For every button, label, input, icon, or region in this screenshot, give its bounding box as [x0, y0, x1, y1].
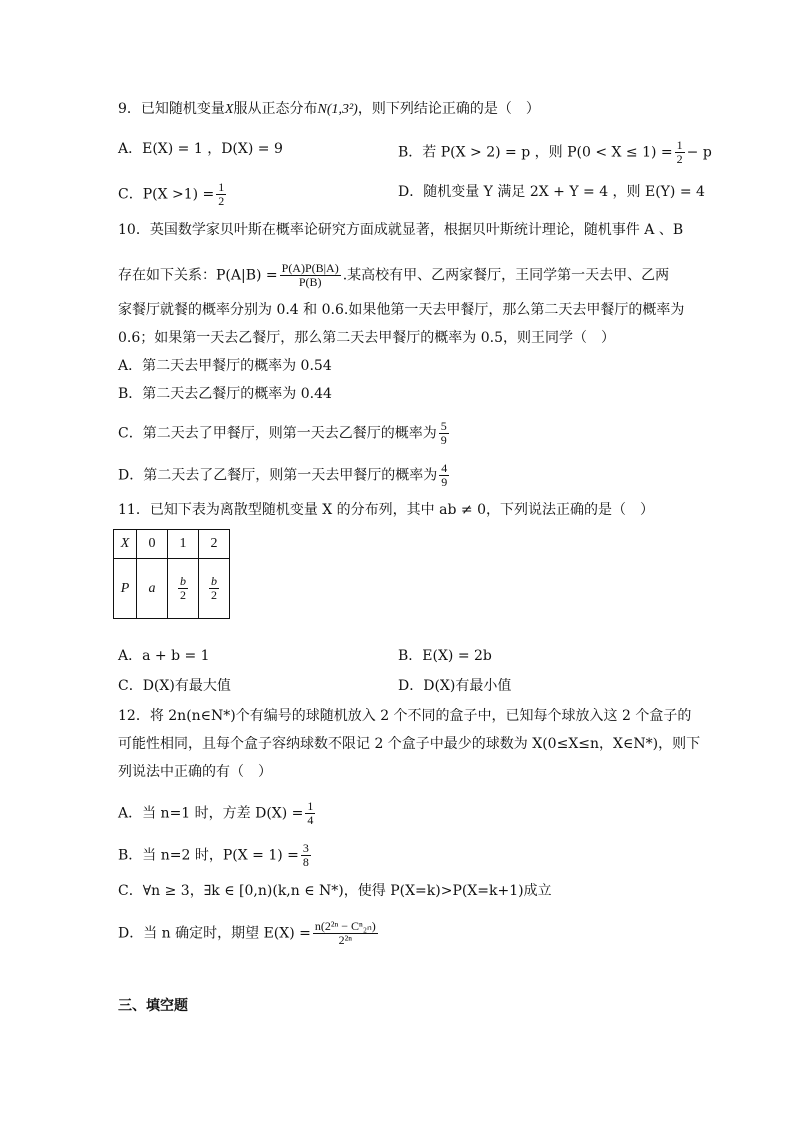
section-heading: 三、填空题: [118, 998, 188, 1014]
q12-option-c: C．∀n ≥ 3，∃k ∈ [0,n)(k,n ∈ N*)，使得 P(X=k)>P(X=k+1)成立: [118, 883, 552, 899]
q9-option-b: B．若 P(X > 2) = p ，则 P(0 < X ≤ 1) = $\frac{1}{2}$ − p: [398, 138, 712, 166]
q12-line3: 列说法中正确的有（ ）: [118, 764, 272, 780]
q9-option-c: C．P(X >1) = $\frac{1}{2}$: [118, 180, 225, 208]
q10-option-d: D．第二天去了乙餐厅，则第一天去甲餐厅的概率为 $\frac{4}{9}$: [118, 461, 448, 489]
q12-b-fraction: $\frac{3}{8}$: [302, 841, 309, 869]
q12-d-fraction: $\frac{\text{n(2²ⁿ − Cⁿ₂ₙ)}}{\text{2²ⁿ}}$: [314, 919, 376, 947]
q10-line3: 家餐厅就餐的概率分别为 0.4 和 0.6.如果他第一天去甲餐厅，那么第二天去甲餐厅的概率为: [118, 302, 685, 318]
table-cell: a: [137, 559, 168, 619]
q10-line4: 0.6；如果第一天去乙餐厅，那么第二天去甲餐厅的概率为 0.5，则王同学（ ）: [118, 330, 615, 346]
q10-line1: 10．英国数学家贝叶斯在概率论研究方面成就显著，根据贝叶斯统计理论，随机事件 A 、B: [118, 222, 684, 238]
q9-b-fraction: $\frac{1}{2}$: [676, 138, 683, 166]
table-cell: 1: [168, 530, 199, 559]
table-cell: X: [114, 530, 137, 559]
q10-option-a: A．第二天去甲餐厅的概率为 0.54: [118, 358, 332, 374]
table-cell: $\frac{b}{2}$: [199, 559, 230, 619]
q9-option-d: D．随机变量 Y 满足 2X + Y = 4 ，则 E(Y) = 4: [398, 184, 705, 200]
table-cell: 0: [137, 530, 168, 559]
distribution-table: [113, 529, 230, 619]
q12-option-a: A．当 n=1 时，方差 D(X) = $\frac{1}{4}$: [118, 799, 314, 827]
q12-line1: 12．将 2n(n∈N*)个有编号的球随机放入 2 个不同的盒子中，已知每个球放入这 2 个盒子的: [118, 708, 692, 724]
q11-option-d: D．D(X)有最小值: [398, 678, 512, 694]
table-cell: 2: [199, 530, 230, 559]
q10-line2: 存在如下关系：P(A|B) = $\frac{P(A)P(B|A)}{P(B)}$ .某高校有甲、乙两家餐厅，王同学第一天去甲、乙两: [118, 261, 670, 289]
q11-option-a: A．a + b = 1: [118, 648, 210, 664]
q11-option-c: C．D(X)有最大值: [118, 678, 231, 694]
table-cell: P: [114, 559, 137, 619]
q12-line2: 可能性相同，且每个盒子容纳球数不限记 2 个盒子中最少的球数为 X(0≤X≤n，X∈N*)，则下: [118, 736, 701, 752]
table-cell: $\frac{b}{2}$: [168, 559, 199, 619]
q12-option-d: D．当 n 确定时，期望 E(X) = $\frac{\text{n(2²ⁿ − Cⁿ₂ₙ)}}{\text{2²ⁿ}}$: [118, 919, 376, 947]
q12-option-b: B．当 n=2 时，P(X = 1) = $\frac{3}{8}$: [118, 841, 309, 869]
q11-option-b: B．E(X) = 2b: [398, 648, 492, 664]
q11-stem: 11．已知下表为离散型随机变量 X 的分布列，其中 ab ≠ 0，下列说法正确的是（ ）: [118, 502, 654, 518]
q12-a-fraction: $\frac{1}{4}$: [307, 799, 314, 827]
q10-c-fraction: $\frac{5}{9}$: [440, 419, 447, 447]
q9-option-a: A．E(X) = 1 ，D(X) = 9: [118, 141, 283, 157]
q10-option-b: B．第二天去乙餐厅的概率为 0.44: [118, 386, 332, 402]
q9-stem: 9．已知随机变量X服从正态分布N(1,3²)，则下列结论正确的是（ ）: [118, 101, 540, 117]
q10-d-fraction: $\frac{4}{9}$: [441, 461, 448, 489]
bayes-formula: $\frac{P(A)P(B|A)}{P(B)}$: [281, 261, 339, 289]
q10-option-c: C．第二天去了甲餐厅，则第一天去乙餐厅的概率为 $\frac{5}{9}$: [118, 419, 447, 447]
q9-c-fraction: $\frac{1}{2}$: [218, 180, 225, 208]
